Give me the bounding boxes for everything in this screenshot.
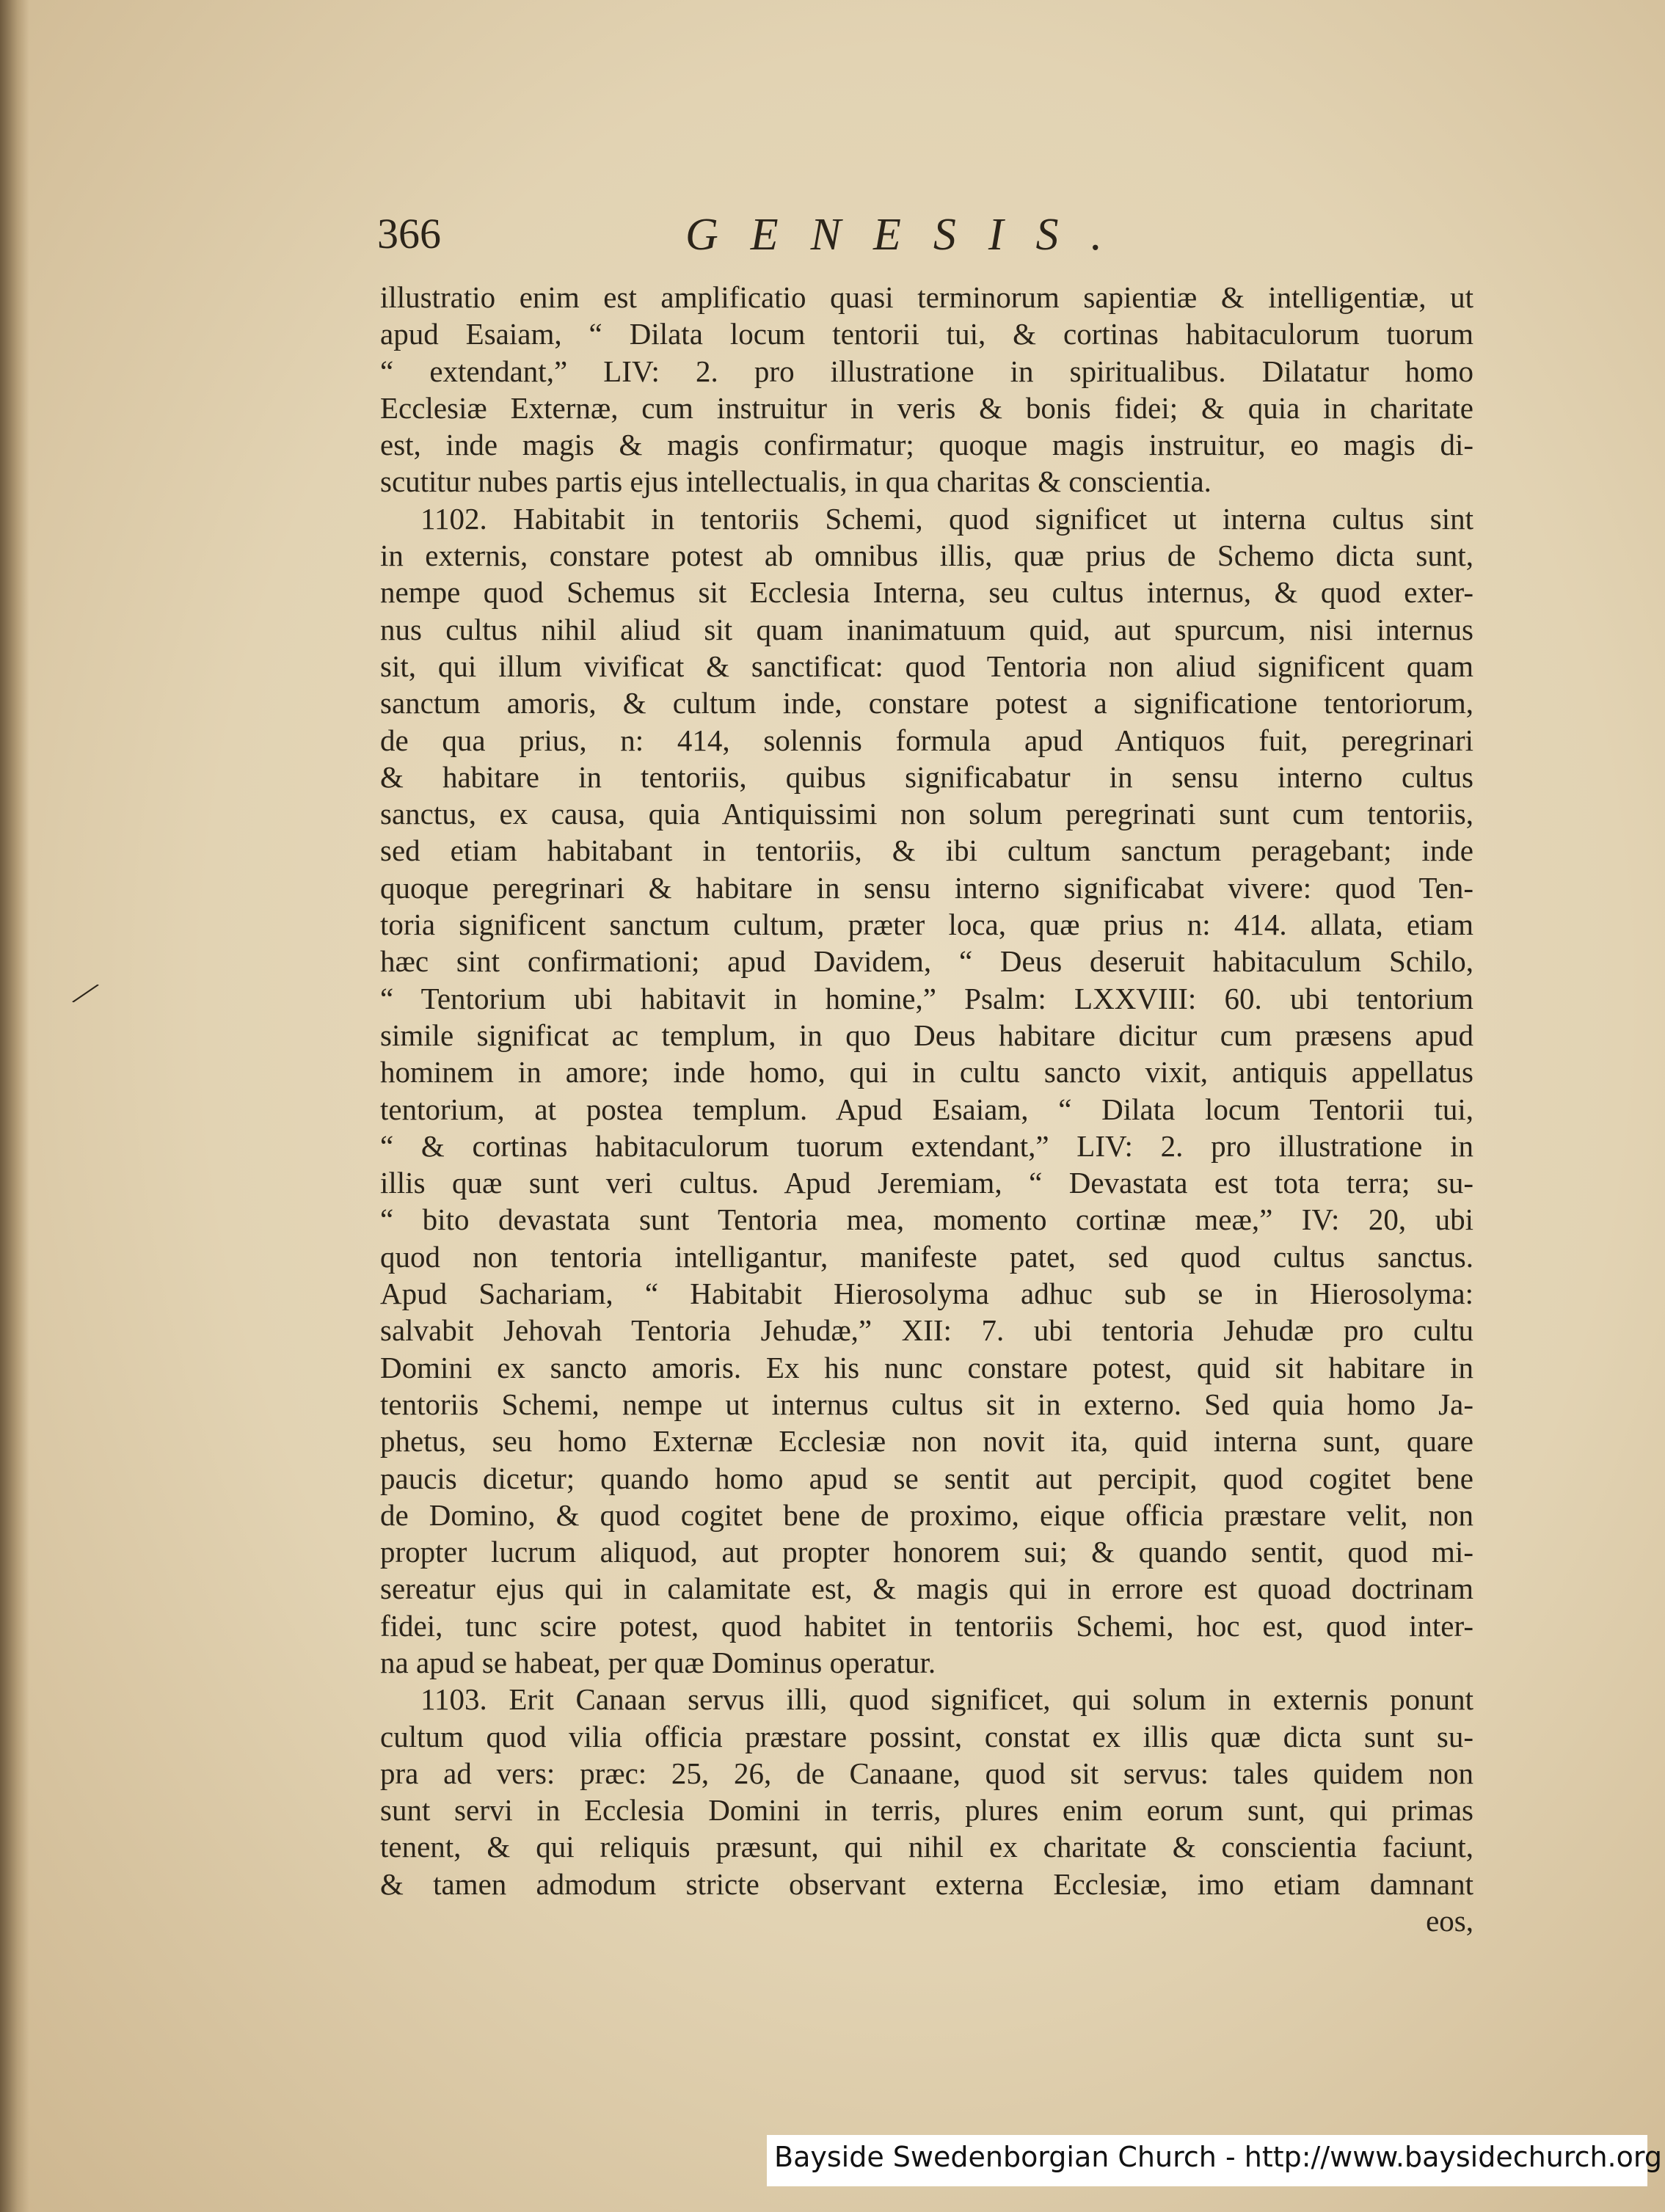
text-line: tentorium, at postea templum. Apud Esaiam, “ Dilata locum Tentorii tui, <box>380 1092 1473 1126</box>
text-line: paucis dicetur; quando homo apud se sentit aut percipit, quod cogitet bene <box>380 1461 1473 1495</box>
text-line: sanctum amoris, & cultum inde, constare potest a significatione tentoriorum, <box>380 686 1473 720</box>
watermark-banner <box>767 2135 1662 2186</box>
text-line: pra ad vers: præc: 25, 26, de Canaane, quod sit servus: tales quidem non <box>380 1756 1473 1790</box>
text-line: tenent, & qui reliquis præsunt, qui nihil ex charitate & conscientia faciunt, <box>380 1830 1473 1864</box>
watermark-text: Bayside Swedenborgian Church - http://www.baysidechurch.org <box>774 2141 1662 2173</box>
text-line: Domini ex sancto amoris. Ex his nunc constare potest, quid sit habitare in <box>380 1350 1473 1384</box>
text-line: quod non tentoria intelligantur, manifeste patet, sed quod cultus sanctus. <box>380 1239 1473 1274</box>
text-line: 1103. Erit Canaan servus illi, quod significet, qui solum in externis ponunt <box>420 1682 1473 1717</box>
text-line: & habitare in tentoriis, quibus significabatur in sensu interno cultus <box>380 759 1473 794</box>
text-line: propter lucrum aliquod, aut propter honorem sui; & quando sentit, quod mi- <box>380 1535 1473 1569</box>
text-line: in externis, constare potest ab omnibus illis, quæ prius de Schemo dicta sunt, <box>380 539 1473 573</box>
text-line: hæc sint confirmationi; apud Davidem, “ Deus deseruit habitaculum Schilo, <box>380 944 1473 979</box>
text-line: phetus, seu homo Externæ Ecclesiæ non novit ita, quid interna sunt, quare <box>380 1424 1473 1459</box>
page-number: 366 <box>377 210 441 258</box>
text-line: 1102. Habitabit in tentoriis Schemi, quod significet ut interna cultus sint <box>420 501 1473 536</box>
body-text <box>380 279 1473 1939</box>
text-line: Apud Sachariam, “ Habitabit Hierosolyma adhuc sub se in Hierosolyma: <box>380 1277 1473 1311</box>
text-line: illis quæ sunt veri cultus. Apud Jeremiam, “ Devastata est tota terra; su- <box>380 1166 1473 1200</box>
text-line: salvabit Jehovah Tentoria Jehudæ,” XII: 7. ubi tentoria Jehudæ pro cultu <box>380 1313 1473 1348</box>
text-line: scutitur nubes partis ejus intellectualis, in qua charitas & conscientia. <box>380 464 1212 499</box>
text-line: apud Esaiam, “ Dilata locum tentorii tui, & cortinas habitaculorum tuorum <box>380 317 1473 351</box>
text-line: fidei, tunc scire potest, quod habitet in tentoriis Schemi, hoc est, quod inter- <box>380 1608 1473 1643</box>
margin-mark: ⁄ <box>75 973 96 1015</box>
page-header <box>377 209 1478 275</box>
text-line: simile significat ac templum, in quo Deus habitare dicitur cum præsens apud <box>380 1018 1473 1052</box>
text-line: nempe quod Schemus sit Ecclesia Interna, seu cultus internus, & quod exter- <box>380 575 1473 610</box>
text-line: “ extendant,” LIV: 2. pro illustratione in spiritualibus. Dilatatur homo <box>380 354 1473 388</box>
text-line: nus cultus nihil aliud sit quam inanimatuum quid, aut spurcum, nisi internus <box>380 612 1473 646</box>
text-line: toria significent sanctum cultum, præter loca, quæ prius n: 414. allata, etiam <box>380 908 1473 942</box>
text-line: hominem in amore; inde homo, qui in cultu sancto vixit, antiquis appellatus <box>380 1055 1473 1089</box>
page-gutter <box>0 0 29 2212</box>
text-line: na apud se habeat, per quæ Dominus operatur. <box>380 1645 936 1679</box>
text-line: de qua prius, n: 414, solennis formula apud Antiquos fuit, peregrinari <box>380 723 1473 757</box>
text-line: sed etiam habitabant in tentoriis, & ibi cultum sanctum peragebant; inde <box>380 833 1473 868</box>
text-line: sunt servi in Ecclesia Domini in terris, plures enim eorum sunt, qui primas <box>380 1793 1473 1828</box>
text-line: est, inde magis & magis confirmatur; quoque magis instruitur, eo magis di- <box>380 428 1473 462</box>
text-line: sereatur ejus qui in calamitate est, & magis qui in errore est quoad doctrinam <box>380 1572 1473 1606</box>
text-line: “ Tentorium ubi habitavit in homine,” Psalm: LXXVIII: 60. ubi tentorium <box>380 981 1473 1015</box>
text-line: sit, qui illum vivificat & sanctificat: quod Tentoria non aliud significent quam <box>380 649 1473 683</box>
running-head: GENESIS. <box>685 210 1135 260</box>
text-line: & tamen admodum stricte observant externa Ecclesiæ, imo etiam damnant <box>380 1866 1473 1901</box>
text-line: de Domino, & quod cogitet bene de proximo, eique officia præstare velit, non <box>380 1497 1473 1532</box>
text-line: “ & cortinas habitaculorum tuorum extendant,” LIV: 2. pro illustratione in <box>380 1128 1473 1163</box>
text-line: tentoriis Schemi, nempe ut internus cultus sit in externo. Sed quia homo Ja- <box>380 1387 1473 1421</box>
text-line: “ bito devastata sunt Tentoria mea, momento cortinæ meæ,” IV: 20, ubi <box>380 1202 1473 1237</box>
text-line: cultum quod vilia officia præstare possint, constat ex illis quæ dicta sunt su- <box>380 1719 1473 1753</box>
text-line: quoque peregrinari & habitare in sensu interno significabat vivere: quod Ten- <box>380 870 1473 905</box>
text-line: Ecclesiæ Externæ, cum instruitur in veris & bonis fidei; & quia in charitate <box>380 390 1473 425</box>
catchword: eos, <box>1426 1904 1473 1938</box>
text-line: illustratio enim est amplificatio quasi terminorum sapientiæ & intelligentiæ, ut <box>380 280 1473 314</box>
text-line: sanctus, ex causa, quia Antiquissimi non solum peregrinati sunt cum tentoriis, <box>380 797 1473 831</box>
